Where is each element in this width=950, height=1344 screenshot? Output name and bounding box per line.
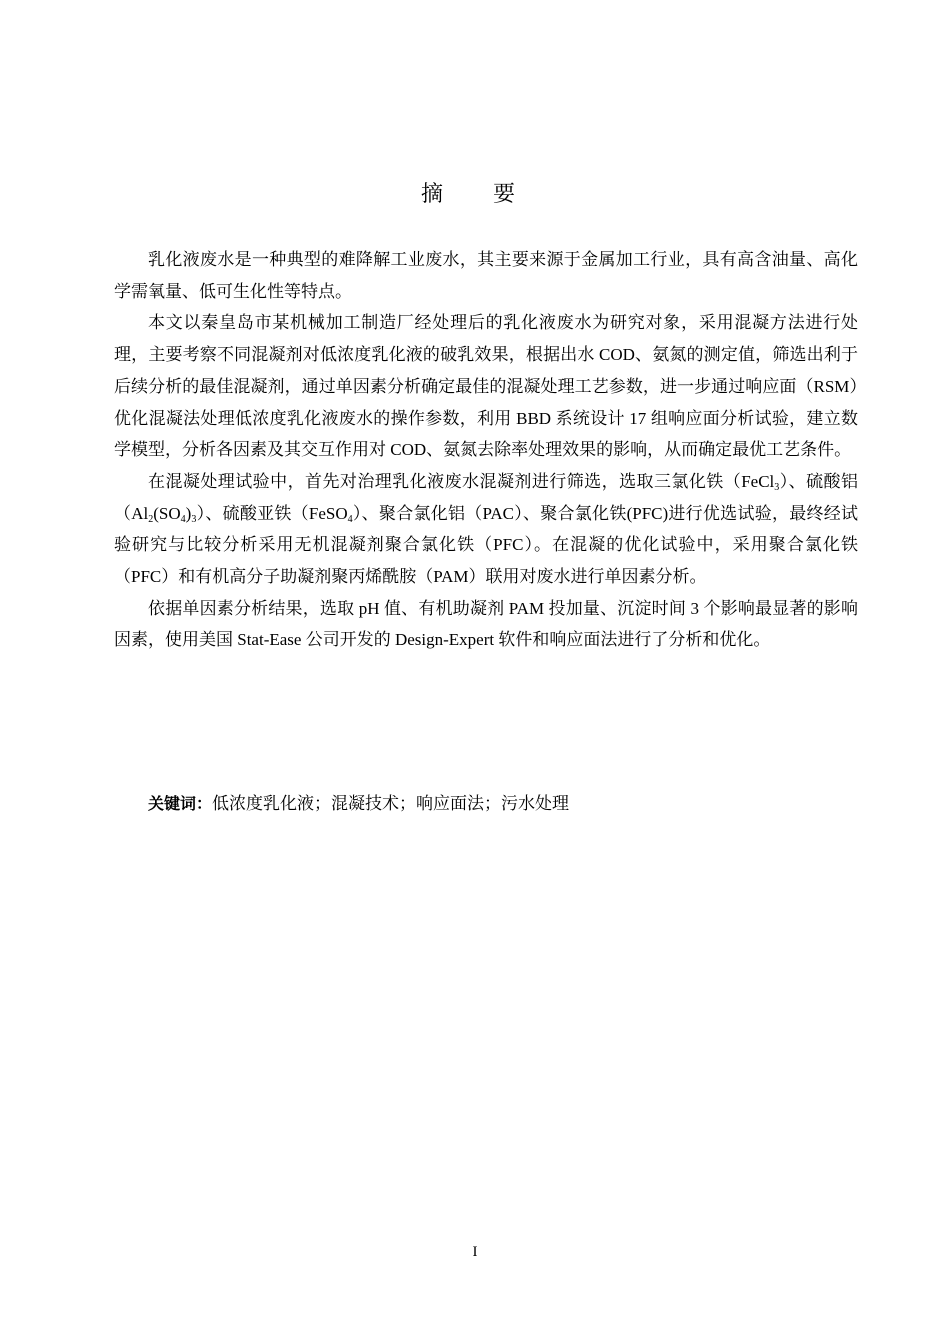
page-title: 摘 要: [420, 182, 529, 207]
p3-subscript-5: 4: [347, 513, 353, 525]
keywords-label: 关键词：: [148, 794, 213, 813]
abstract-paragraph-2: 本文以秦皇岛市某机械加工制造厂经处理后的乳化液废水为研究对象，采用混凝方法进行处理，主要考察不同混凝剂对低浓度乳化液的破乳效果，根据出水 COD、氨氮的测定值，筛选出利于后续分析的最佳混凝剂，通过单因素分析确定最佳的混凝处理工艺参数，进一步通过响应面（RSM）优化混凝法处理低浓度乳化液废水的操作参数，利用 BBD 系统设计 17 组响应面分析试验，建立数学模型，分析各因素及其交互作用对 COD、氨氮去除率处理效果的影响，从而确定最优工艺条件。: [114, 313, 858, 460]
p3-text-2: ）、硫酸铝（Al: [114, 471, 859, 523]
abstract-body: [114, 244, 858, 656]
p3-subscript-3: 4: [180, 513, 186, 525]
p3-text-3: (SO: [153, 503, 181, 523]
p3-subscript-2: 2: [148, 513, 154, 525]
p3-text-5: ）、硫酸亚铁（FeSO: [196, 503, 348, 523]
keywords-text: 低浓度乳化液；混凝技术；响应面法；污水处理: [212, 794, 570, 813]
page-number: I: [472, 1244, 478, 1260]
p3-subscript-4: 3: [191, 513, 197, 525]
abstract-paragraph-3: [114, 466, 858, 593]
p3-text-4: ): [185, 503, 192, 523]
p3-subscript-1: 3: [774, 481, 780, 493]
p3-text-6: ）、聚合氯化铝（PAC）、聚合氯化铁(PFC)进行优选试验，最终经试验研究与比较分析采用无机混凝剂聚合氯化铁（PFC）。在混凝的优化试验中，采用聚合氯化铁（PFC）和有机高分子助凝剂聚丙烯酰胺（PAM）联用对废水进行单因素分析。: [114, 503, 858, 587]
p3-text-1: 在混凝处理试验中，首先对治理乳化液废水混凝剂进行筛选，选取三氯化铁（FeCl: [148, 471, 775, 491]
abstract-paragraph-4: 依据单因素分析结果，选取 pH 值、有机助凝剂 PAM 投加量、沉淀时间 3 个影响最显著的影响因素，使用美国 Stat-Ease 公司开发的 Design-Expert 软件和响应面法进行了分析和优化。: [114, 598, 858, 650]
keywords-line: [114, 788, 858, 819]
abstract-paragraph-1: 乳化液废水是一种典型的难降解工业废水，其主要来源于金属加工行业，具有高含油量、高化学需氧量、低可生化性等特点。: [114, 250, 858, 301]
